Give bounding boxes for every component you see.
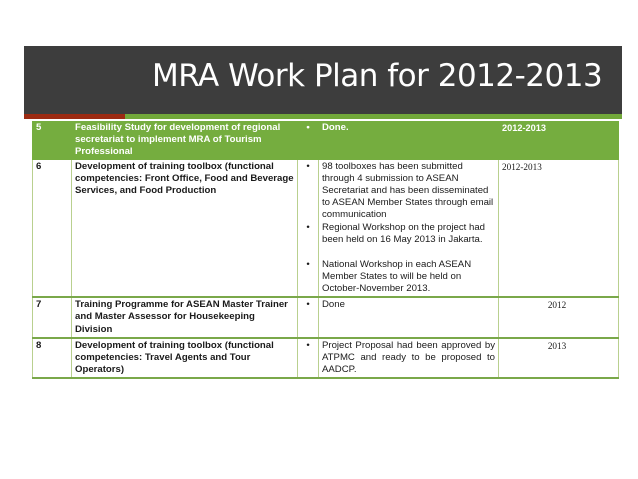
table-row (33, 121, 619, 160)
status-cell: Project Proposal had been approved by ATPMC and ready to be proposed to AADCP. (319, 338, 499, 379)
activity-cell: Development of training toolbox (functional competencies: Front Office, Food and Beverage Services, and Food Production (72, 160, 298, 298)
accent-bar-green (125, 114, 622, 119)
timeline-cell: 2012-2013 (499, 121, 619, 160)
timeline-cell: 2012 (499, 297, 619, 338)
timeline-cell: 2012-2013 (499, 160, 619, 298)
row-number: 5 (33, 121, 72, 160)
activity-cell: Feasibility Study for development of regional secretariat to implement MRA of Tourism Professional (72, 121, 298, 160)
row-number: 8 (33, 338, 72, 379)
accent-bar-red (24, 114, 125, 119)
timeline-cell: 2013 (499, 338, 619, 379)
row-number: 6 (33, 160, 72, 298)
work-plan-table (32, 121, 619, 379)
bullet: • (298, 121, 319, 160)
status-item: 98 toolboxes has been submitted through 4 submission to ASEAN Secretariat and has been disseminated to ASEAN Member States through email communication (322, 160, 494, 221)
status-item: National Workshop in each ASEAN Member States to will be held on October-November 2013. (322, 258, 472, 295)
row-number: 7 (33, 297, 72, 338)
bullet: • (306, 258, 310, 270)
bullet: • (298, 338, 319, 379)
status-cell (319, 160, 499, 298)
slide-title: MRA Work Plan for 2012-2013 (152, 58, 603, 94)
status-cell: Done (319, 297, 499, 338)
bullet: • (298, 297, 319, 338)
table-row (33, 297, 619, 338)
table-row (33, 160, 619, 298)
status-item: Regional Workshop on the project had been held on 16 May 2013 in Jakarta. (322, 221, 486, 245)
activity-cell: Development of training toolbox (functional competencies: Travel Agents and Tour Operators) (72, 338, 298, 379)
bullet: • (306, 160, 310, 172)
bullet: • (306, 221, 310, 233)
bullet-column (298, 160, 319, 298)
status-cell: Done. (319, 121, 499, 160)
activity-cell: Training Programme for ASEAN Master Trainer and Master Assessor for Housekeeping Division (72, 297, 298, 338)
table-row (33, 338, 619, 379)
